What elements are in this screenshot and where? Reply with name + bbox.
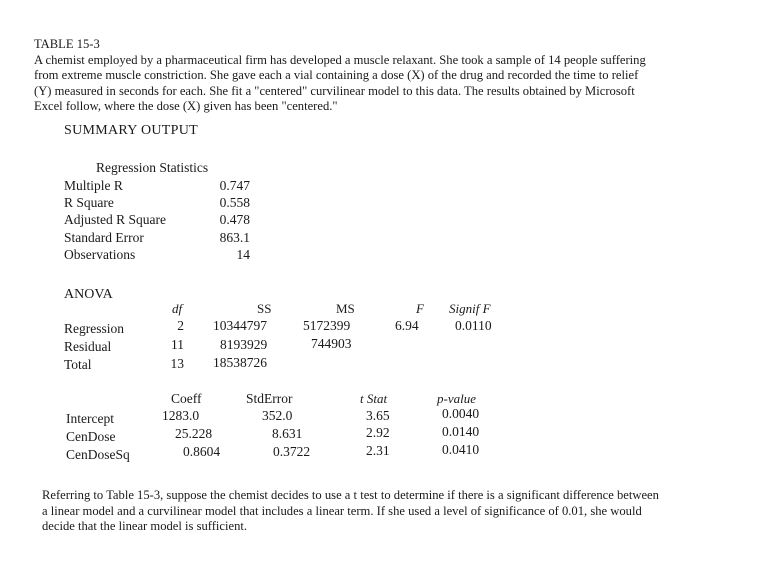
question-text xyxy=(42,488,742,535)
table-intro xyxy=(34,37,734,115)
anova-header-ss: SS xyxy=(257,301,272,316)
coef-row-label: CenDose xyxy=(66,429,116,444)
anova-header-signif-f: Signif F xyxy=(449,301,491,316)
anova-f: 6.94 xyxy=(395,318,419,333)
anova-signif-f: 0.0110 xyxy=(455,318,492,333)
coef-header-coeff: Coeff xyxy=(171,391,202,406)
anova-df: 11 xyxy=(171,337,184,352)
anova-ms: 5172399 xyxy=(303,318,351,333)
anova-df: 2 xyxy=(177,318,184,333)
coef-pvalue: 0.0410 xyxy=(442,442,480,457)
stat-value: 14 xyxy=(236,247,250,262)
anova-ss: 18538726 xyxy=(213,355,267,370)
anova-ss: 8193929 xyxy=(220,337,268,352)
coef-row-label: Intercept xyxy=(66,411,114,426)
coef-stderr: 0.3722 xyxy=(273,444,311,459)
coef-value: 25.228 xyxy=(175,426,213,441)
stat-label: Standard Error xyxy=(64,230,144,245)
stat-label: Adjusted R Square xyxy=(64,212,166,227)
coef-tstat: 2.31 xyxy=(366,443,390,458)
coef-stderr: 8.631 xyxy=(272,426,303,441)
anova-ss: 10344797 xyxy=(213,318,267,333)
intro-line: Excel follow, where the dose (X) given has been "centered." xyxy=(34,99,338,114)
anova-title: ANOVA xyxy=(64,287,113,302)
summary-output-title: SUMMARY OUTPUT xyxy=(64,123,198,138)
regression-statistics-title: Regression Statistics xyxy=(96,160,209,175)
coef-header-pvalue: p-value xyxy=(437,391,476,406)
anova-ms: 744903 xyxy=(311,336,352,351)
stat-label: Observations xyxy=(64,247,136,262)
anova-row-label: Total xyxy=(64,357,92,372)
coef-pvalue: 0.0140 xyxy=(442,424,480,439)
question-line: decide that the linear model is sufficient. xyxy=(42,519,248,534)
anova-df: 13 xyxy=(170,356,184,371)
stat-label: R Square xyxy=(64,195,114,210)
coef-header-stderr: StdError xyxy=(246,391,293,406)
anova-header-ms: MS xyxy=(336,301,355,316)
coef-stderr: 352.0 xyxy=(262,408,293,423)
stat-label: Multiple R xyxy=(64,178,123,193)
question-line: a linear model and a curvilinear model that includes a linear term. If she used a level of significance of 0.01, she would xyxy=(42,503,642,518)
anova-header-f: F xyxy=(416,301,424,316)
question-line: Referring to Table 15-3, suppose the chemist decides to use a t test to determine if there is a significant difference between xyxy=(42,488,659,502)
intro-line: from extreme muscle constriction. She gave each a vial containing a dose (X) of the drug and recorded the time to relief xyxy=(34,68,639,83)
table-caption: TABLE 15-3 xyxy=(34,37,100,51)
stat-value: 863.1 xyxy=(219,230,250,245)
intro-line: A chemist employed by a pharmaceutical firm has developed a muscle relaxant. She took a sample of 14 people suffering xyxy=(34,52,646,67)
anova-header-df: df xyxy=(172,301,183,316)
stat-value: 0.747 xyxy=(219,178,250,193)
coef-row-label: CenDoseSq xyxy=(66,447,130,462)
anova-row-label: Residual xyxy=(64,339,112,354)
stat-value: 0.558 xyxy=(219,195,250,210)
coef-header-tstat: t Stat xyxy=(360,391,388,406)
anova-row-label: Regression xyxy=(64,321,124,336)
coef-value: 0.8604 xyxy=(183,444,221,459)
coef-tstat: 2.92 xyxy=(366,425,390,440)
intro-line: (Y) measured in seconds for each. She fit a "centered" curvilinear model to this data. The results obtained by Microsoft xyxy=(34,83,635,98)
coef-value: 1283.0 xyxy=(162,408,200,423)
coef-tstat: 3.65 xyxy=(366,408,390,423)
stat-value: 0.478 xyxy=(219,212,250,227)
coef-pvalue: 0.0040 xyxy=(442,406,480,421)
